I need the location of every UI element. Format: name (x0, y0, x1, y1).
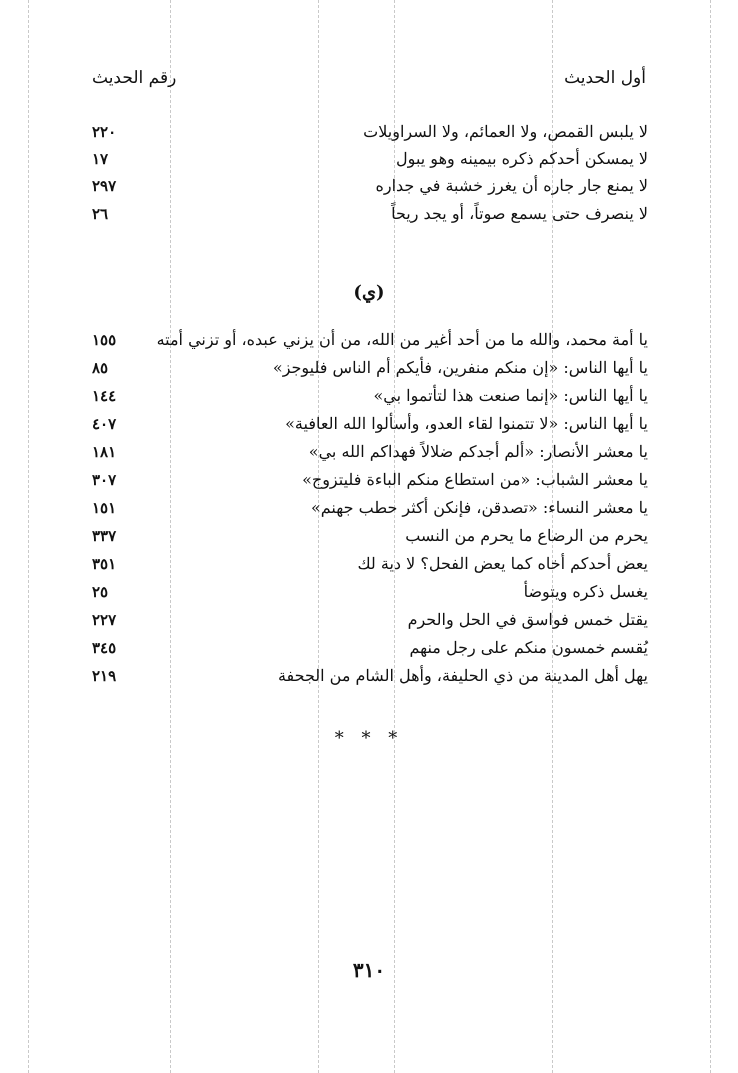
entry-text: يا أمة محمد، والله ما من أحد أغير من الله، من أن يزني عبده، أو تزني أمته (156, 330, 648, 349)
entry-text: يحرم من الرضاع ما يحرم من النسب (405, 526, 648, 545)
list-item (92, 663, 648, 688)
entry-number: ٢١٩ (92, 666, 117, 685)
section-title: (ي) (353, 282, 385, 303)
entry-text: لا يلبس القمص، ولا العمائم، ولا السراويلات (363, 122, 648, 141)
entry-number: ٢٩٧ (92, 176, 117, 195)
list-item (92, 327, 648, 352)
section-separator: * * * (334, 728, 404, 749)
entry-text: يعض أحدكم أخاه كما يعض الفحل؟ لا دية لك (357, 554, 648, 573)
entry-text: لا يمسكن أحدكم ذكره بيمينه وهو يبول (396, 149, 648, 168)
list-item (92, 411, 648, 436)
entry-number: ٢٢٧ (92, 610, 117, 629)
entry-text: يا أيها الناس: «إنما صنعت هذا لتأتموا بي» (373, 386, 648, 405)
list-item (92, 439, 648, 464)
entry-text: يُقسم خمسون منكم على رجل منهم (409, 638, 648, 657)
entry-number: ١٨١ (92, 442, 117, 461)
entry-number: ١٤٤ (92, 386, 117, 405)
entry-number: ٣٣٧ (92, 526, 117, 545)
entry-text: يا معشر النساء: «تصدقن، فإنكن أكثر حطب جهنم» (310, 498, 648, 517)
entry-number: ٨٥ (92, 358, 109, 377)
page-number: ٣١٠ (352, 958, 386, 982)
entry-number: ٣٤٥ (92, 638, 117, 657)
entry-number: ١٧ (92, 149, 109, 168)
entry-number: ٤٠٧ (92, 414, 117, 433)
list-item (92, 607, 648, 632)
entry-text: يا معشر الأنصار: «ألم أجدكم ضلالاً فهداكم الله بي» (308, 442, 648, 461)
entry-number: ٢٢٠ (92, 122, 117, 141)
entry-number: ٢٥ (92, 582, 109, 601)
scan-line (28, 0, 29, 1073)
list-item (92, 383, 648, 408)
entry-text: يقتل خمس فواسق في الحل والحرم (407, 610, 648, 629)
entry-number: ١٥٥ (92, 330, 117, 349)
entry-text: يغسل ذكره ويتوضأ (523, 582, 648, 601)
list-item (92, 523, 648, 548)
entry-text: يا أيها الناس: «لا تتمنوا لقاء العدو، وأسألوا الله العافية» (285, 414, 648, 433)
header-hadith-number: رقم الحديث (92, 68, 177, 88)
list-item (92, 495, 648, 520)
header-first-of-hadith: أول الحديث (564, 68, 646, 88)
list-item (92, 201, 648, 226)
entry-number: ١٥١ (92, 498, 117, 517)
list-item (92, 467, 648, 492)
list-item (92, 119, 648, 144)
list-item (92, 551, 648, 576)
entry-text: يا معشر الشباب: «من استطاع منكم الباءة فليتزوج» (302, 470, 648, 489)
list-item (92, 355, 648, 380)
list-item (92, 173, 648, 198)
entry-text: يا أيها الناس: «إن منكم منفرين، فأيكم أم الناس فليوجز» (272, 358, 648, 377)
entry-number: ٣٠٧ (92, 470, 117, 489)
entry-text: لا يمنع جار جاره أن يغرز خشبة في جداره (375, 176, 648, 195)
list-item (92, 579, 648, 604)
entry-text: يهل أهل المدينة من ذي الحليفة، وأهل الشام من الجحفة (277, 666, 648, 685)
entry-number: ٣٥١ (92, 554, 117, 573)
scan-line (710, 0, 711, 1073)
entry-text: لا ينصرف حتى يسمع صوتاً، أو يجد ريحاً (391, 204, 648, 223)
list-item (92, 635, 648, 660)
list-item (92, 146, 648, 171)
entry-number: ٢٦ (92, 204, 109, 223)
